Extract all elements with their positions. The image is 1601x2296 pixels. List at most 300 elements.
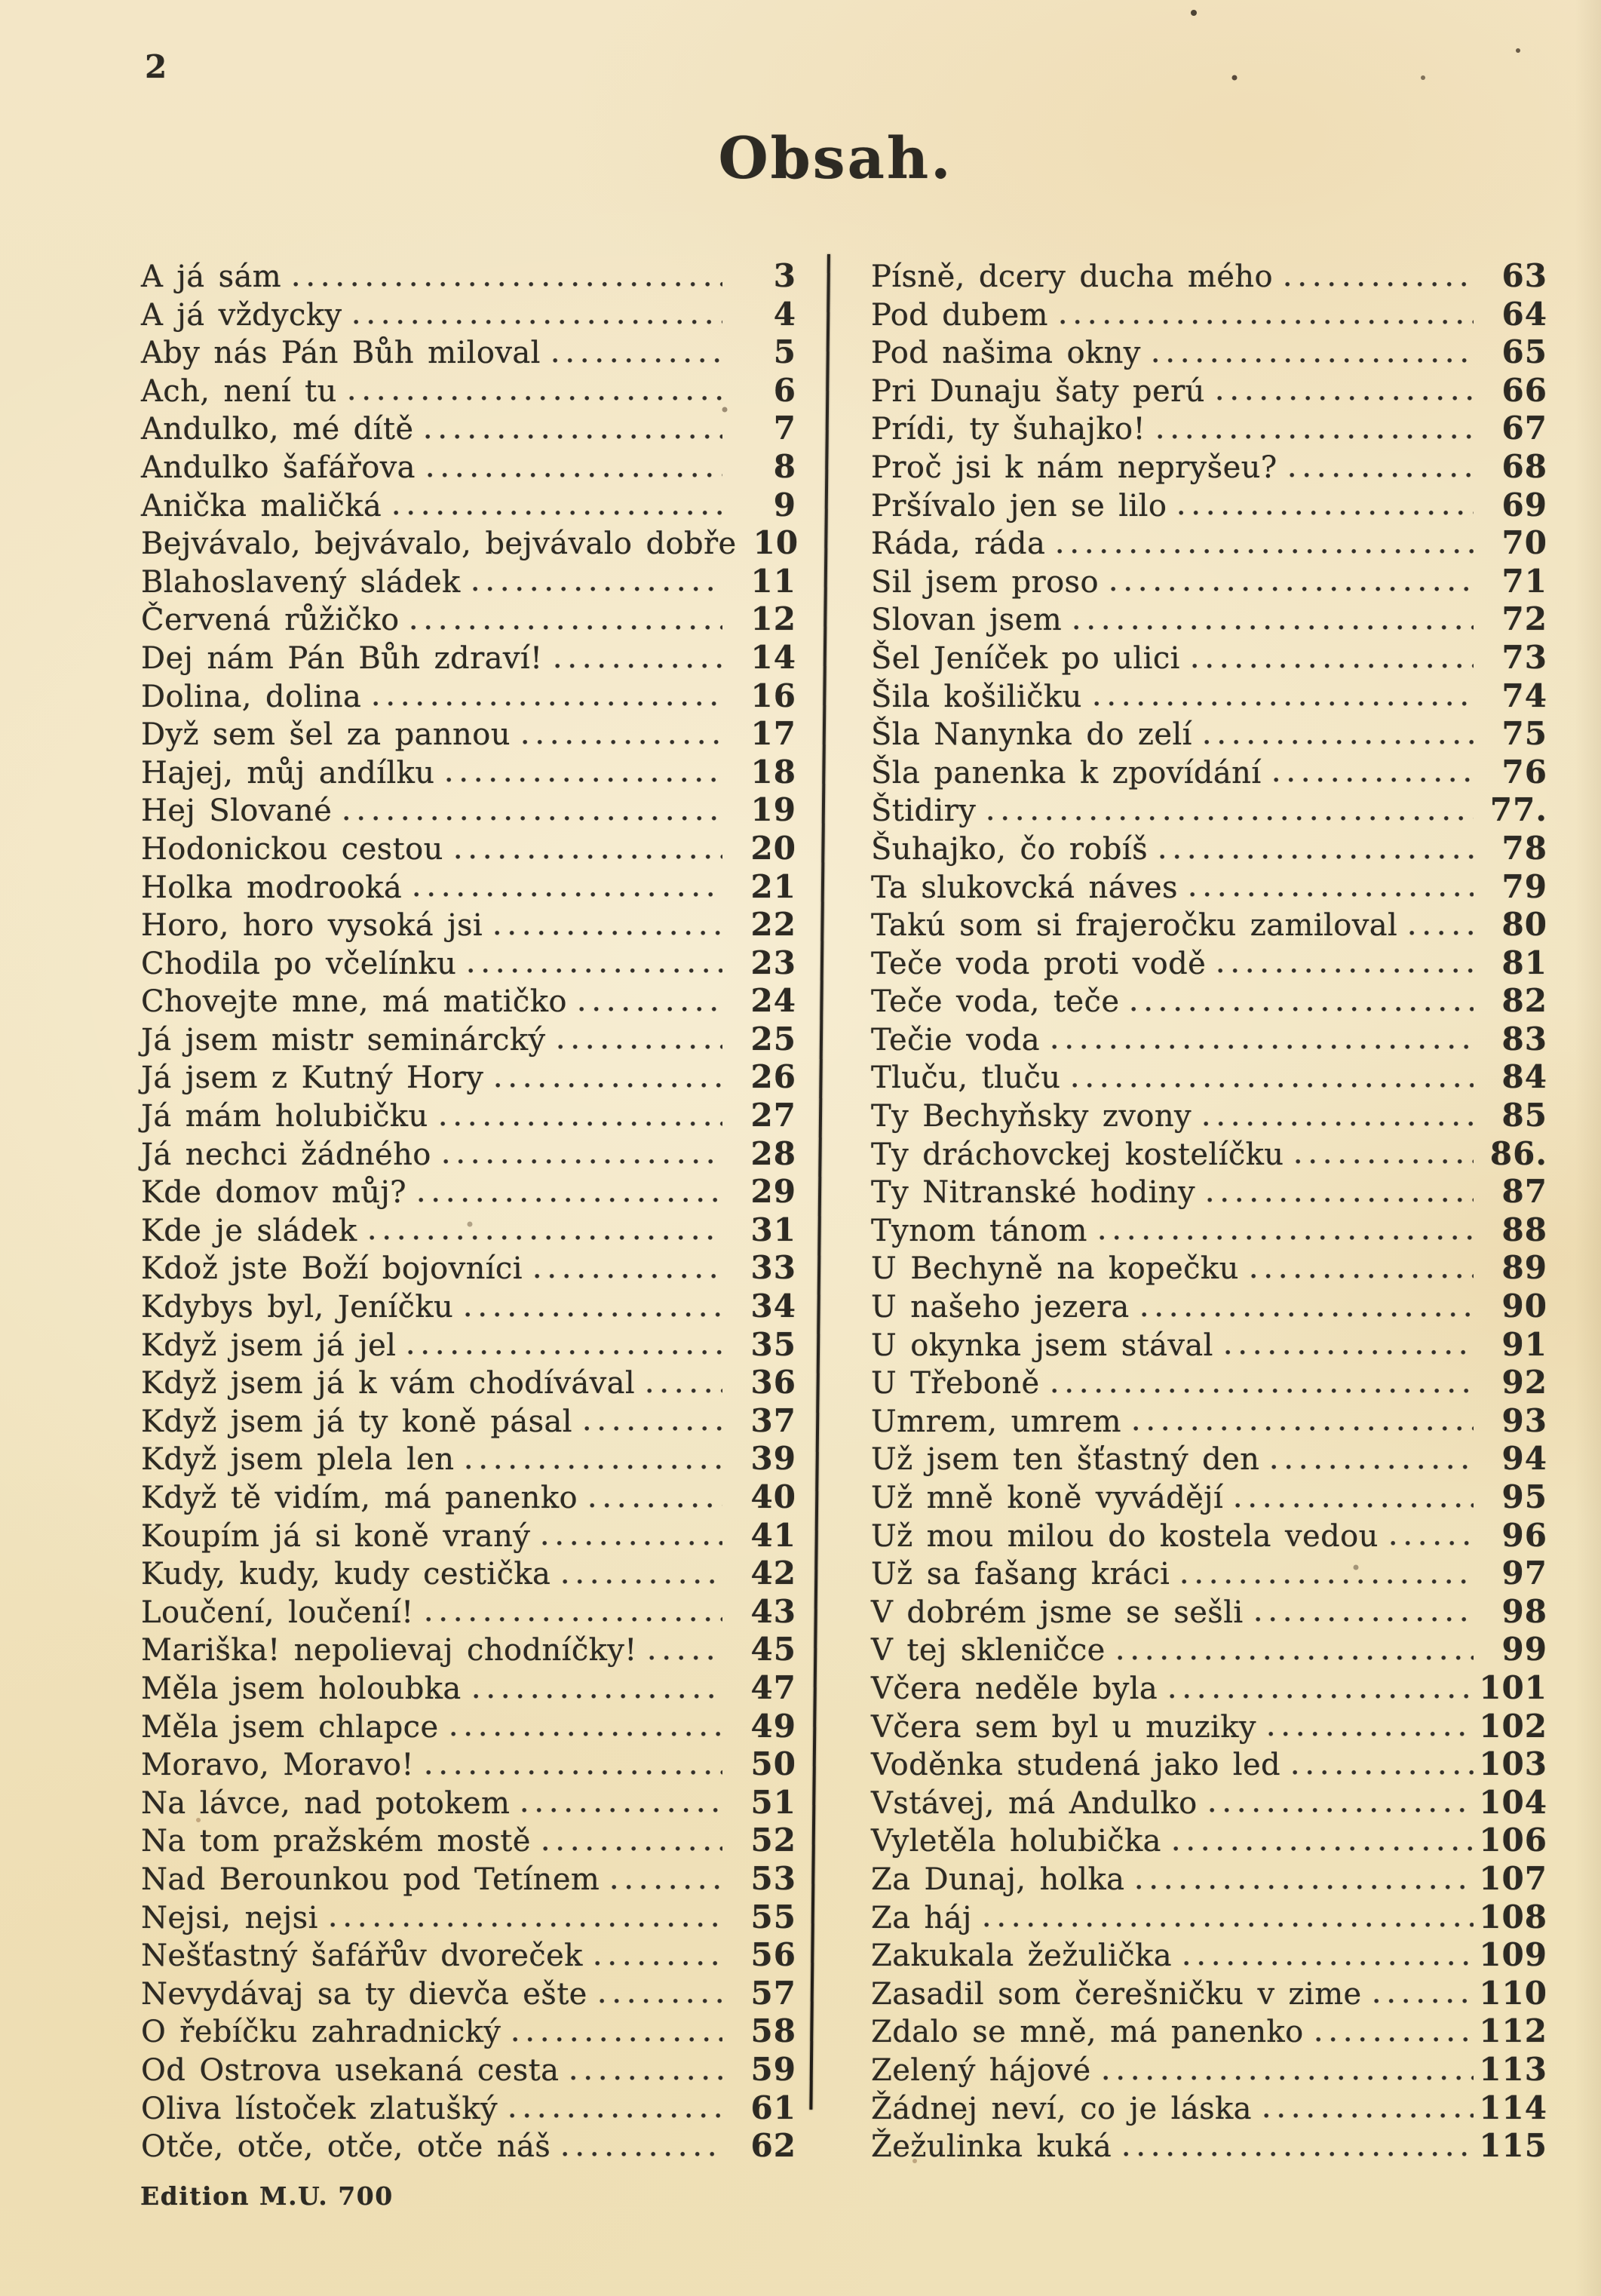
page-ref: 87 (1501, 1173, 1547, 1211)
page-ref: 41 (750, 1516, 796, 1554)
toc-entry (141, 906, 796, 944)
dot-leader (553, 358, 722, 364)
song-title: Dyž sem šel za pannou (141, 717, 511, 753)
toc-entry (141, 1517, 796, 1555)
page-ref: 75 (1501, 715, 1547, 753)
page-ref: 61 (750, 2089, 796, 2126)
dot-leader (535, 1273, 722, 1279)
page-ref: 108 (1479, 1898, 1547, 1935)
page-ref: 82 (1501, 982, 1547, 1020)
dot-leader (1158, 434, 1474, 440)
dot-leader (344, 815, 722, 821)
song-title: Pri Dunaju šaty perú (871, 373, 1205, 409)
page-ref: 66 (1501, 371, 1547, 409)
toc-entry (871, 1211, 1547, 1250)
dot-leader (446, 777, 722, 783)
song-title: Ty dráchovckej kostelíčku (871, 1137, 1284, 1172)
dot-leader (1210, 1807, 1474, 1813)
page-ref: 24 (750, 982, 796, 1020)
page-ref: 73 (1501, 638, 1547, 676)
dot-leader (1264, 2113, 1474, 2119)
song-title: Kde domov můj? (141, 1175, 407, 1211)
page-ref: 65 (1501, 333, 1547, 371)
song-title: A já sám (141, 259, 282, 294)
page-ref: 10 (753, 524, 799, 562)
dot-leader (590, 1503, 722, 1509)
song-title: Aby nás Pán Bůh miloval (141, 336, 541, 371)
dot-leader (466, 1464, 722, 1470)
toc-entry (141, 1478, 796, 1517)
toc-entry (871, 1822, 1547, 1860)
dot-leader (474, 1693, 722, 1699)
page-ref: 95 (1501, 1478, 1547, 1515)
page-ref: 94 (1501, 1440, 1547, 1478)
dot-leader (1124, 2151, 1474, 2157)
song-title: Proč jsi k nám nepryšeu? (871, 450, 1277, 485)
toc-entry (141, 1898, 796, 1937)
song-title: Moravo, Moravo! (141, 1748, 414, 1783)
toc-entry (871, 1021, 1547, 1059)
toc-entry (871, 1745, 1547, 1784)
dot-leader (473, 586, 722, 592)
page-ref: 115 (1479, 2127, 1547, 2165)
song-title: Zdalo se mně, má panenko (871, 2015, 1304, 2050)
toc-entry (141, 1860, 796, 1898)
song-title: U Bechyně na kopečku (871, 1251, 1239, 1287)
page-ref: 34 (750, 1288, 796, 1325)
song-title: Už jsem ten šťastný den (871, 1442, 1260, 1478)
toc-entry (141, 487, 796, 525)
song-title: Vstávej, má Andulko (871, 1785, 1198, 1821)
song-title: Od Ostrova usekaná cesta (141, 2052, 560, 2088)
page-ref: 8 (773, 447, 796, 485)
song-title: Když jsem plela len (141, 1442, 455, 1478)
toc-entry (871, 1936, 1547, 1975)
page-ref: 91 (1501, 1325, 1547, 1363)
toc-entry (871, 1326, 1547, 1364)
song-title: Já mám holubičku (141, 1099, 428, 1134)
song-title: Pod našima okny (871, 336, 1141, 371)
page-ref: 90 (1501, 1288, 1547, 1325)
page-ref: 35 (750, 1325, 796, 1363)
song-title: Vyletěla holubička (871, 1824, 1161, 1859)
toc-entry (871, 1975, 1547, 2013)
toc-entry (141, 1402, 796, 1441)
toc-column-left (141, 257, 799, 2166)
dot-leader (495, 930, 722, 936)
dot-leader (428, 472, 722, 478)
toc-entry (141, 830, 796, 868)
song-title: U okynka jsem stával (871, 1328, 1213, 1363)
song-title: Když jsem já jel (141, 1328, 397, 1363)
dot-leader (584, 1426, 722, 1432)
dot-leader (1184, 1960, 1474, 1966)
dot-leader (1192, 663, 1474, 669)
song-title: Štidiry (871, 793, 977, 829)
edition-footer: Edition M.U. 700 (140, 2181, 394, 2211)
dot-leader (1072, 1082, 1474, 1088)
page-ref: 62 (750, 2127, 796, 2165)
toc-entry (141, 1249, 796, 1288)
toc-entry (871, 1249, 1547, 1288)
dot-leader (1256, 1616, 1474, 1622)
toc-entry (141, 257, 796, 296)
dot-leader (579, 1006, 722, 1012)
page-ref: 17 (750, 715, 796, 753)
page-title: Obsah. (718, 124, 953, 192)
page-ref: 98 (1501, 1592, 1547, 1630)
page-ref: 76 (1501, 753, 1547, 790)
song-title: Šuhajko, čo robíš (871, 831, 1149, 867)
dot-leader (1235, 1503, 1474, 1509)
dot-leader (1374, 1998, 1474, 2004)
song-title: Bejvávalo, bejvávalo, bejvávalo dobře (141, 526, 737, 562)
dot-leader (373, 701, 722, 707)
dot-leader (1182, 1579, 1474, 1585)
page-ref: 89 (1501, 1249, 1547, 1287)
page-ref: 49 (750, 1707, 796, 1745)
song-title: Anička maličká (141, 488, 382, 523)
song-title: Šel Jeníček po ulici (871, 640, 1180, 676)
dot-leader (349, 395, 722, 401)
toc-entry (141, 754, 796, 792)
dot-leader (563, 1579, 722, 1585)
toc-entry (141, 1936, 796, 1975)
page-ref: 40 (750, 1478, 796, 1515)
dot-leader (1316, 2037, 1474, 2043)
song-title: Pršívalo jen se lilo (871, 488, 1167, 523)
toc-entry (141, 1708, 796, 1746)
page-ref: 31 (750, 1211, 796, 1248)
dot-leader (1190, 892, 1474, 898)
page-ref: 28 (750, 1134, 796, 1172)
dot-leader (1179, 510, 1474, 516)
page-ref: 3 (773, 257, 796, 294)
dot-leader (523, 739, 722, 745)
page-ref: 59 (750, 2050, 796, 2088)
song-title: V dobrém jsme se sešli (871, 1595, 1244, 1630)
page-ref: 67 (1501, 410, 1547, 447)
dot-leader (330, 1922, 722, 1928)
dot-leader (1218, 968, 1474, 974)
toc-entry (871, 868, 1547, 907)
dot-leader (1100, 1235, 1474, 1241)
page-ref: 47 (750, 1668, 796, 1706)
song-title: Na tom pražském mostě (141, 1824, 531, 1859)
song-title: Andulko, mé dítě (141, 412, 414, 447)
dot-leader (1204, 1121, 1474, 1127)
page-ref: 74 (1501, 677, 1547, 714)
dot-leader (1268, 1731, 1474, 1737)
toc-entry (871, 1135, 1547, 1174)
dot-leader (647, 1388, 722, 1394)
dot-leader (1153, 358, 1474, 364)
dot-leader (1160, 854, 1474, 860)
toc-entry (871, 1517, 1547, 1555)
page-ref: 45 (750, 1631, 796, 1668)
dot-leader (451, 1731, 722, 1737)
page-ref: 78 (1501, 829, 1547, 867)
toc-entry (141, 333, 796, 372)
dot-leader (468, 968, 722, 974)
dot-leader (595, 1960, 722, 1966)
dot-leader (1131, 1006, 1474, 1012)
page-ref: 21 (750, 867, 796, 905)
page-ref: 77. (1489, 791, 1547, 829)
song-title: Ty Nitranské hodiny (871, 1175, 1195, 1211)
song-title: Nejsi, nejsi (141, 1900, 318, 1935)
dot-leader (1060, 319, 1474, 325)
song-title: Žežulinka kuká (871, 2129, 1112, 2165)
dot-leader (1118, 1655, 1474, 1661)
toc-entry (141, 868, 796, 907)
song-title: Měla jsem holoubka (141, 1671, 462, 1706)
song-title: U Třeboně (871, 1366, 1040, 1401)
toc-entry (871, 906, 1547, 944)
page-ref: 106 (1479, 1822, 1547, 1859)
dot-leader (1409, 930, 1474, 936)
dot-leader (510, 2113, 722, 2119)
dot-leader (1225, 1349, 1474, 1355)
song-title: Ty Bechyňsky zvony (871, 1099, 1192, 1134)
page-ref: 58 (750, 2012, 796, 2050)
song-title: Voděnka studená jako led (871, 1748, 1281, 1783)
dot-leader (370, 1235, 722, 1241)
song-title: Prídi, ty šuhajko! (871, 412, 1146, 447)
song-title: Zelený hájové (871, 2052, 1091, 2088)
page-ref: 4 (773, 295, 796, 333)
page-edge-shadow (1575, 0, 1601, 2296)
song-title: Šla panenka k zpovídání (871, 755, 1262, 790)
dot-leader (1103, 2075, 1474, 2081)
page-ref: 9 (773, 486, 796, 523)
toc-entry (871, 487, 1547, 525)
page-ref: 29 (750, 1173, 796, 1211)
song-title: Dolina, dolina (141, 679, 362, 714)
song-title: Koupím já si koně vraný (141, 1518, 531, 1554)
toc-entry (871, 944, 1547, 983)
song-title: Otče, otče, otče, otče náš (141, 2129, 551, 2165)
toc-entry (141, 715, 796, 754)
song-title: Když jsem já k vám chodívával (141, 1366, 636, 1401)
toc-entry (141, 1440, 796, 1478)
page-ref: 96 (1501, 1516, 1547, 1554)
toc-entry (871, 1631, 1547, 1669)
song-title: Oliva lístoček zlatušký (141, 2091, 498, 2126)
song-title: Mariška! nepolievaj chodníčky! (141, 1633, 637, 1668)
toc-entry (141, 1135, 796, 1174)
song-title: Nešťastný šafářův dvoreček (141, 1938, 583, 1974)
song-title: Šla Nanynka do zelí (871, 717, 1192, 753)
toc-entry (141, 1593, 796, 1631)
dot-leader (543, 1846, 722, 1852)
page-ref: 81 (1501, 944, 1547, 981)
toc-entry (141, 944, 796, 983)
song-title: Tynom tánom (871, 1213, 1087, 1248)
toc-entry (871, 1555, 1547, 1593)
page-ref: 64 (1501, 295, 1547, 333)
song-title: Když tě vidím, má panenko (141, 1481, 578, 1515)
dot-leader (1052, 1044, 1474, 1050)
song-title: Nad Berounkou pod Tetínem (141, 1862, 600, 1897)
toc-entry (871, 524, 1547, 563)
song-title: Umrem, umrem (871, 1404, 1122, 1439)
page-ref: 50 (750, 1745, 796, 1783)
dot-leader (1170, 1693, 1474, 1699)
song-title: Kudy, kudy, kudy cestička (141, 1557, 551, 1592)
toc-entry (871, 563, 1547, 601)
page-ref: 33 (750, 1249, 796, 1287)
page-ref: 37 (750, 1401, 796, 1439)
song-title: Zakukala žežulička (871, 1938, 1172, 1974)
toc-entry (871, 372, 1547, 410)
page-ref: 83 (1501, 1020, 1547, 1057)
dot-leader (1290, 472, 1474, 478)
song-title: Ta slukovcká náves (871, 870, 1178, 905)
song-title: Sil jsem proso (871, 564, 1099, 600)
page-ref: 93 (1501, 1401, 1547, 1439)
dot-leader (1142, 1312, 1474, 1318)
toc-entry (141, 1326, 796, 1364)
song-title: Slovan jsem (871, 603, 1063, 638)
toc-entry (141, 1288, 796, 1326)
song-title: Nevydávaj sa ty dievča ešte (141, 1976, 587, 2012)
page-ref: 43 (750, 1592, 796, 1630)
toc-entry (871, 1898, 1547, 1937)
page-ref: 25 (750, 1020, 796, 1057)
page-ref: 70 (1501, 524, 1547, 562)
toc-entry (141, 2051, 796, 2089)
song-title: Už mně koně vyvádějí (871, 1481, 1224, 1515)
page-number: 2 (145, 48, 168, 85)
toc-entry (871, 1478, 1547, 1517)
page-ref: 23 (750, 944, 796, 981)
toc-entry (871, 1058, 1547, 1097)
dot-leader (1296, 1159, 1474, 1165)
song-title: Tluču, tluču (871, 1061, 1061, 1096)
dot-leader (558, 1044, 723, 1050)
page-ref: 103 (1479, 1745, 1547, 1783)
dot-leader (1074, 625, 1474, 631)
page-ref: 112 (1479, 2012, 1547, 2050)
song-title: Blahoslavený sládek (141, 564, 461, 600)
toc-entry (871, 639, 1547, 677)
page-ref: 72 (1501, 600, 1547, 638)
dot-leader (414, 892, 722, 898)
page-ref: 22 (750, 906, 796, 944)
toc-entry (141, 1975, 796, 2013)
toc-entry (871, 1784, 1547, 1822)
toc-entry (871, 600, 1547, 639)
toc-entry (141, 639, 796, 677)
song-title: Písně, dcery ducha mého (871, 259, 1273, 294)
dot-leader (465, 1312, 722, 1318)
page-ref: 104 (1479, 1783, 1547, 1821)
dot-leader (1173, 1846, 1474, 1852)
page-ref: 27 (750, 1097, 796, 1134)
toc-entry (871, 2051, 1547, 2089)
toc-entry (141, 2012, 796, 2051)
page-ref: 68 (1501, 447, 1547, 485)
dot-leader (513, 2037, 722, 2043)
page-ref: 16 (750, 677, 796, 714)
dot-leader (1285, 281, 1474, 287)
dot-leader (426, 1616, 722, 1622)
page-ref: 52 (750, 1822, 796, 1859)
page-ref: 99 (1501, 1631, 1547, 1668)
song-title: Červená růžičko (141, 603, 400, 638)
toc-entry (141, 524, 799, 563)
page-ref: 56 (750, 1936, 796, 1974)
page-ref: 20 (750, 829, 796, 867)
dot-leader (394, 510, 722, 516)
page-ref: 53 (750, 1859, 796, 1897)
page-ref: 57 (750, 1974, 796, 2012)
toc-entry (141, 1555, 796, 1593)
toc-entry (141, 1097, 796, 1135)
song-title: Zasadil som čerešničku v zime (871, 1976, 1362, 2012)
toc-entry (871, 1173, 1547, 1211)
page-ref: 114 (1479, 2089, 1547, 2126)
toc-entry (141, 2089, 796, 2128)
page-ref: 7 (773, 410, 796, 447)
page-ref: 12 (750, 600, 796, 638)
page-ref: 80 (1501, 906, 1547, 944)
song-title: Já jsem mistr seminárcký (141, 1022, 546, 1057)
song-title: Hajej, můj andílku (141, 755, 435, 790)
song-title: U našeho jezera (871, 1290, 1130, 1325)
toc-entry (871, 2127, 1547, 2166)
page-ref: 107 (1479, 1859, 1547, 1897)
dot-leader (1133, 1426, 1474, 1432)
toc-entry (871, 448, 1547, 487)
page-ref: 55 (750, 1898, 796, 1935)
song-title: Šila košiličku (871, 679, 1082, 714)
song-title: Já jsem z Kutný Hory (141, 1061, 484, 1096)
page-ref: 79 (1501, 867, 1547, 905)
toc-entry (871, 1669, 1547, 1708)
dot-leader (988, 815, 1474, 821)
toc-entry (871, 791, 1547, 830)
dot-leader (522, 1807, 722, 1813)
page-ref: 6 (773, 371, 796, 409)
song-title: Za háj (871, 1900, 972, 1935)
song-title: Pod dubem (871, 297, 1048, 333)
toc-entry (871, 1364, 1547, 1402)
toc-entry (871, 982, 1547, 1021)
toc-entry (871, 1288, 1547, 1326)
dot-leader (649, 1655, 722, 1661)
page-ref: 109 (1479, 1936, 1547, 1974)
dot-leader (612, 1884, 722, 1890)
toc-entry (141, 1058, 796, 1097)
song-title: Hej Slované (141, 793, 333, 829)
song-title: Teče voda proti vodě (871, 946, 1207, 981)
song-title: Takú som si frajeročku zamiloval (871, 908, 1398, 944)
toc-entry (141, 1669, 796, 1708)
paper-specks (0, 0, 5, 5)
toc-entry (871, 677, 1547, 716)
song-title: Teče voda, teče (871, 984, 1120, 1020)
dot-leader (1271, 1464, 1474, 1470)
toc-entry (141, 1631, 796, 1669)
song-title: Už mou milou do kostela vedou (871, 1518, 1379, 1554)
song-title: O řebíčku zahradnický (141, 2015, 501, 2050)
page-ref: 36 (750, 1364, 796, 1401)
toc-entry (871, 410, 1547, 448)
toc-entry (871, 1440, 1547, 1478)
page-ref: 86. (1489, 1134, 1547, 1172)
